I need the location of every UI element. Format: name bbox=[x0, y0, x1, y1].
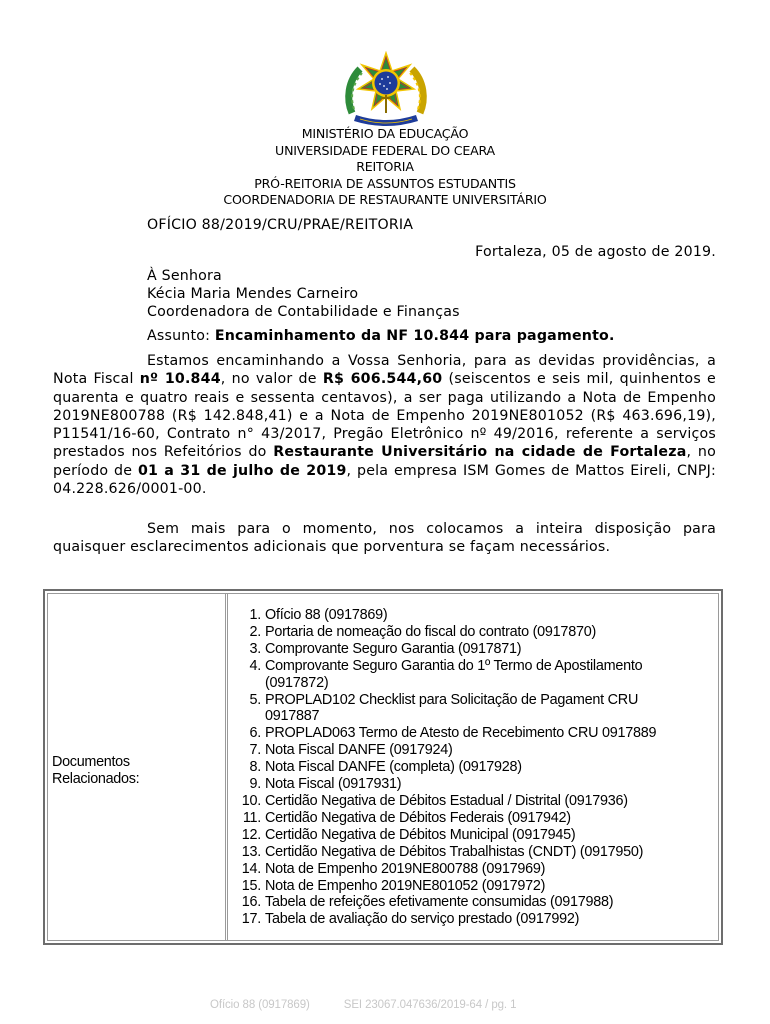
footer-sei-ref: SEI 23067.047636/2019-64 / pg. 1 bbox=[343, 999, 517, 1011]
footer-document-ref: Ofício 88 (0917869) bbox=[210, 999, 310, 1011]
list-item-number: 11. bbox=[242, 809, 261, 826]
list-item-number: 10. bbox=[241, 792, 261, 809]
list-item-text: Tabela de refeições efetivamente consumidas (0917988) bbox=[265, 894, 614, 911]
list-item-number: 17. bbox=[241, 911, 261, 928]
invoice-number: nº 10.844 bbox=[139, 371, 221, 388]
list-item-number: 8. bbox=[249, 759, 261, 776]
list-item-number: 3. bbox=[249, 640, 261, 657]
list-item-text: Certidão Negativa de Débitos Municipal (0917945) bbox=[265, 826, 576, 843]
restaurant-name: Restaurante Universitário na cidade de Fortaleza bbox=[273, 444, 687, 461]
document-list-item bbox=[232, 742, 722, 759]
recipient-salutation: À Senhora bbox=[147, 268, 222, 284]
list-item-text: Tabela de avaliação do serviço prestado (0917992) bbox=[265, 911, 580, 928]
para1-text-3: (seiscentos e seis mil, quinhentos e quarenta e quatro reais e sessenta centavos), a ser paga utilizando a Nota de Empenho 2019NE800788 (R$ 142.848,41) e a Nota de Empenho 2019NE801052 (R$ 463.696,19), P11541/16-60, Contrato n° 43/2017, Pregão Eletrônico nº 49/2016, referente a serviços prestados nos Refeitórios do bbox=[53, 371, 716, 461]
label-line-1: Documentos bbox=[52, 754, 130, 770]
document-list-item bbox=[232, 793, 722, 810]
recipient-role: Coordenadora de Contabilidade e Finanças bbox=[147, 304, 460, 320]
para1-text-1: Estamos encaminhando a Vossa Senhoria, para as devidas providências, a Nota Fiscal bbox=[53, 353, 716, 388]
letterhead-ministry: MINISTÉRIO DA EDUCAÇÃO bbox=[301, 126, 469, 141]
para1-text-5: , pela empresa ISM Gomes de Mattos Eireli, CNPJ: 04.228.626/0001-00. bbox=[53, 462, 716, 498]
oficio-number: OFÍCIO 88/2019/CRU/PRAE/REITORIA bbox=[147, 217, 414, 233]
document-list-item bbox=[232, 844, 722, 861]
list-item-number: 6. bbox=[249, 725, 261, 742]
list-item-text: Comprovante Seguro Garantia do 1º Termo de Apostilamento bbox=[265, 657, 643, 674]
list-item-number: 12. bbox=[241, 826, 261, 843]
document-list-item bbox=[232, 861, 722, 878]
list-item-number: 2. bbox=[249, 623, 261, 640]
list-item-text: Comprovante Seguro Garantia (0917871) bbox=[265, 640, 522, 657]
document-list-item bbox=[232, 827, 722, 844]
list-item-number: 13. bbox=[241, 843, 261, 860]
document-list-item bbox=[232, 692, 722, 726]
letterhead-coordination: COORDENADORIA DE RESTAURANTE UNIVERSITÁRIO bbox=[223, 192, 547, 208]
letterhead bbox=[100, 126, 670, 209]
recipient-block bbox=[147, 267, 460, 321]
document-list-item bbox=[232, 658, 722, 692]
para1-text-2: , no valor de bbox=[220, 371, 323, 388]
document-list-item bbox=[232, 624, 722, 641]
body-paragraph-1 bbox=[53, 352, 716, 498]
list-item-continuation: 0917887 bbox=[265, 708, 320, 725]
document-list-item bbox=[232, 878, 722, 895]
list-item-text: Certidão Negativa de Débitos Estadual / Distrital (0917936) bbox=[265, 792, 628, 809]
label-line-2: Relacionados: bbox=[52, 771, 140, 787]
list-item-number: 4. bbox=[249, 657, 261, 674]
document-list-item bbox=[232, 607, 722, 624]
page-footer bbox=[210, 999, 516, 1011]
letterhead-pro-rectorate: PRÓ-REITORIA DE ASSUNTOS ESTUDANTIS bbox=[254, 175, 516, 191]
list-item-text: PROPLAD102 Checklist para Solicitação de Pagament CRU bbox=[265, 691, 639, 708]
list-item-number: 5. bbox=[249, 691, 261, 708]
document-list-item bbox=[232, 894, 722, 911]
list-item-number: 7. bbox=[249, 742, 261, 759]
recipient-name: Kécia Maria Mendes Carneiro bbox=[147, 286, 359, 302]
body-paragraph-2 bbox=[53, 520, 716, 557]
letterhead-university: UNIVERSIDADE FEDERAL DO CEARA bbox=[275, 142, 495, 158]
list-item-text: Certidão Negativa de Débitos Federais (0917942) bbox=[265, 809, 571, 826]
list-item-text: Nota Fiscal (0917931) bbox=[265, 776, 402, 793]
list-item-text: Certidão Negativa de Débitos Trabalhistas (CNDT) (0917950) bbox=[265, 843, 644, 860]
subject-text: Encaminhamento da NF 10.844 para pagamento. bbox=[214, 328, 615, 344]
document-list-item bbox=[232, 641, 722, 658]
list-item-text: Nota Fiscal DANFE (completa) (0917928) bbox=[265, 759, 522, 776]
related-documents-list bbox=[232, 607, 722, 928]
list-item-text: Nota de Empenho 2019NE801052 (0917972) bbox=[265, 877, 546, 894]
para1-text-4: , no período de bbox=[53, 444, 716, 479]
subject-line bbox=[147, 328, 615, 344]
list-item-text: Nota Fiscal DANFE (0917924) bbox=[265, 742, 453, 759]
list-item-text: Nota de Empenho 2019NE800788 (0917969) bbox=[265, 860, 546, 877]
related-documents-label bbox=[52, 754, 139, 788]
document-list-item bbox=[232, 776, 722, 793]
list-item-number: 1. bbox=[249, 607, 261, 623]
list-item-number: 14. bbox=[241, 860, 261, 877]
list-item-number: 16. bbox=[241, 894, 261, 911]
document-list-item bbox=[232, 810, 722, 827]
invoice-amount: R$ 606.544,60 bbox=[322, 371, 443, 388]
subject-label: Assunto: bbox=[147, 328, 211, 344]
table-column-divider bbox=[225, 594, 228, 940]
service-period: 01 a 31 de julho de 2019 bbox=[137, 462, 347, 479]
list-item-text: Portaria de nomeação do fiscal do contrato (0917870) bbox=[265, 623, 596, 640]
letter-date: Fortaleza, 05 de agosto de 2019. bbox=[475, 244, 716, 260]
para2-text: Sem mais para o momento, nos colocamos a inteira disposição para quaisquer esclarecimentos adicionais que porventura se façam necessários. bbox=[53, 521, 716, 556]
document-list-item bbox=[232, 759, 722, 776]
document-list-item bbox=[232, 911, 722, 928]
letterhead-rectorate: REITORIA bbox=[356, 159, 414, 175]
list-item-continuation: (0917872) bbox=[265, 674, 329, 691]
list-item-number: 15. bbox=[241, 877, 261, 894]
brazil-coat-of-arms-icon bbox=[342, 51, 430, 129]
list-item-text: PROPLAD063 Termo de Atesto de Recebimento CRU 0917889 bbox=[265, 725, 657, 742]
document-list-item bbox=[232, 725, 722, 742]
list-item-number: 9. bbox=[249, 776, 261, 793]
list-item-text: Ofício 88 (0917869) bbox=[265, 607, 388, 623]
